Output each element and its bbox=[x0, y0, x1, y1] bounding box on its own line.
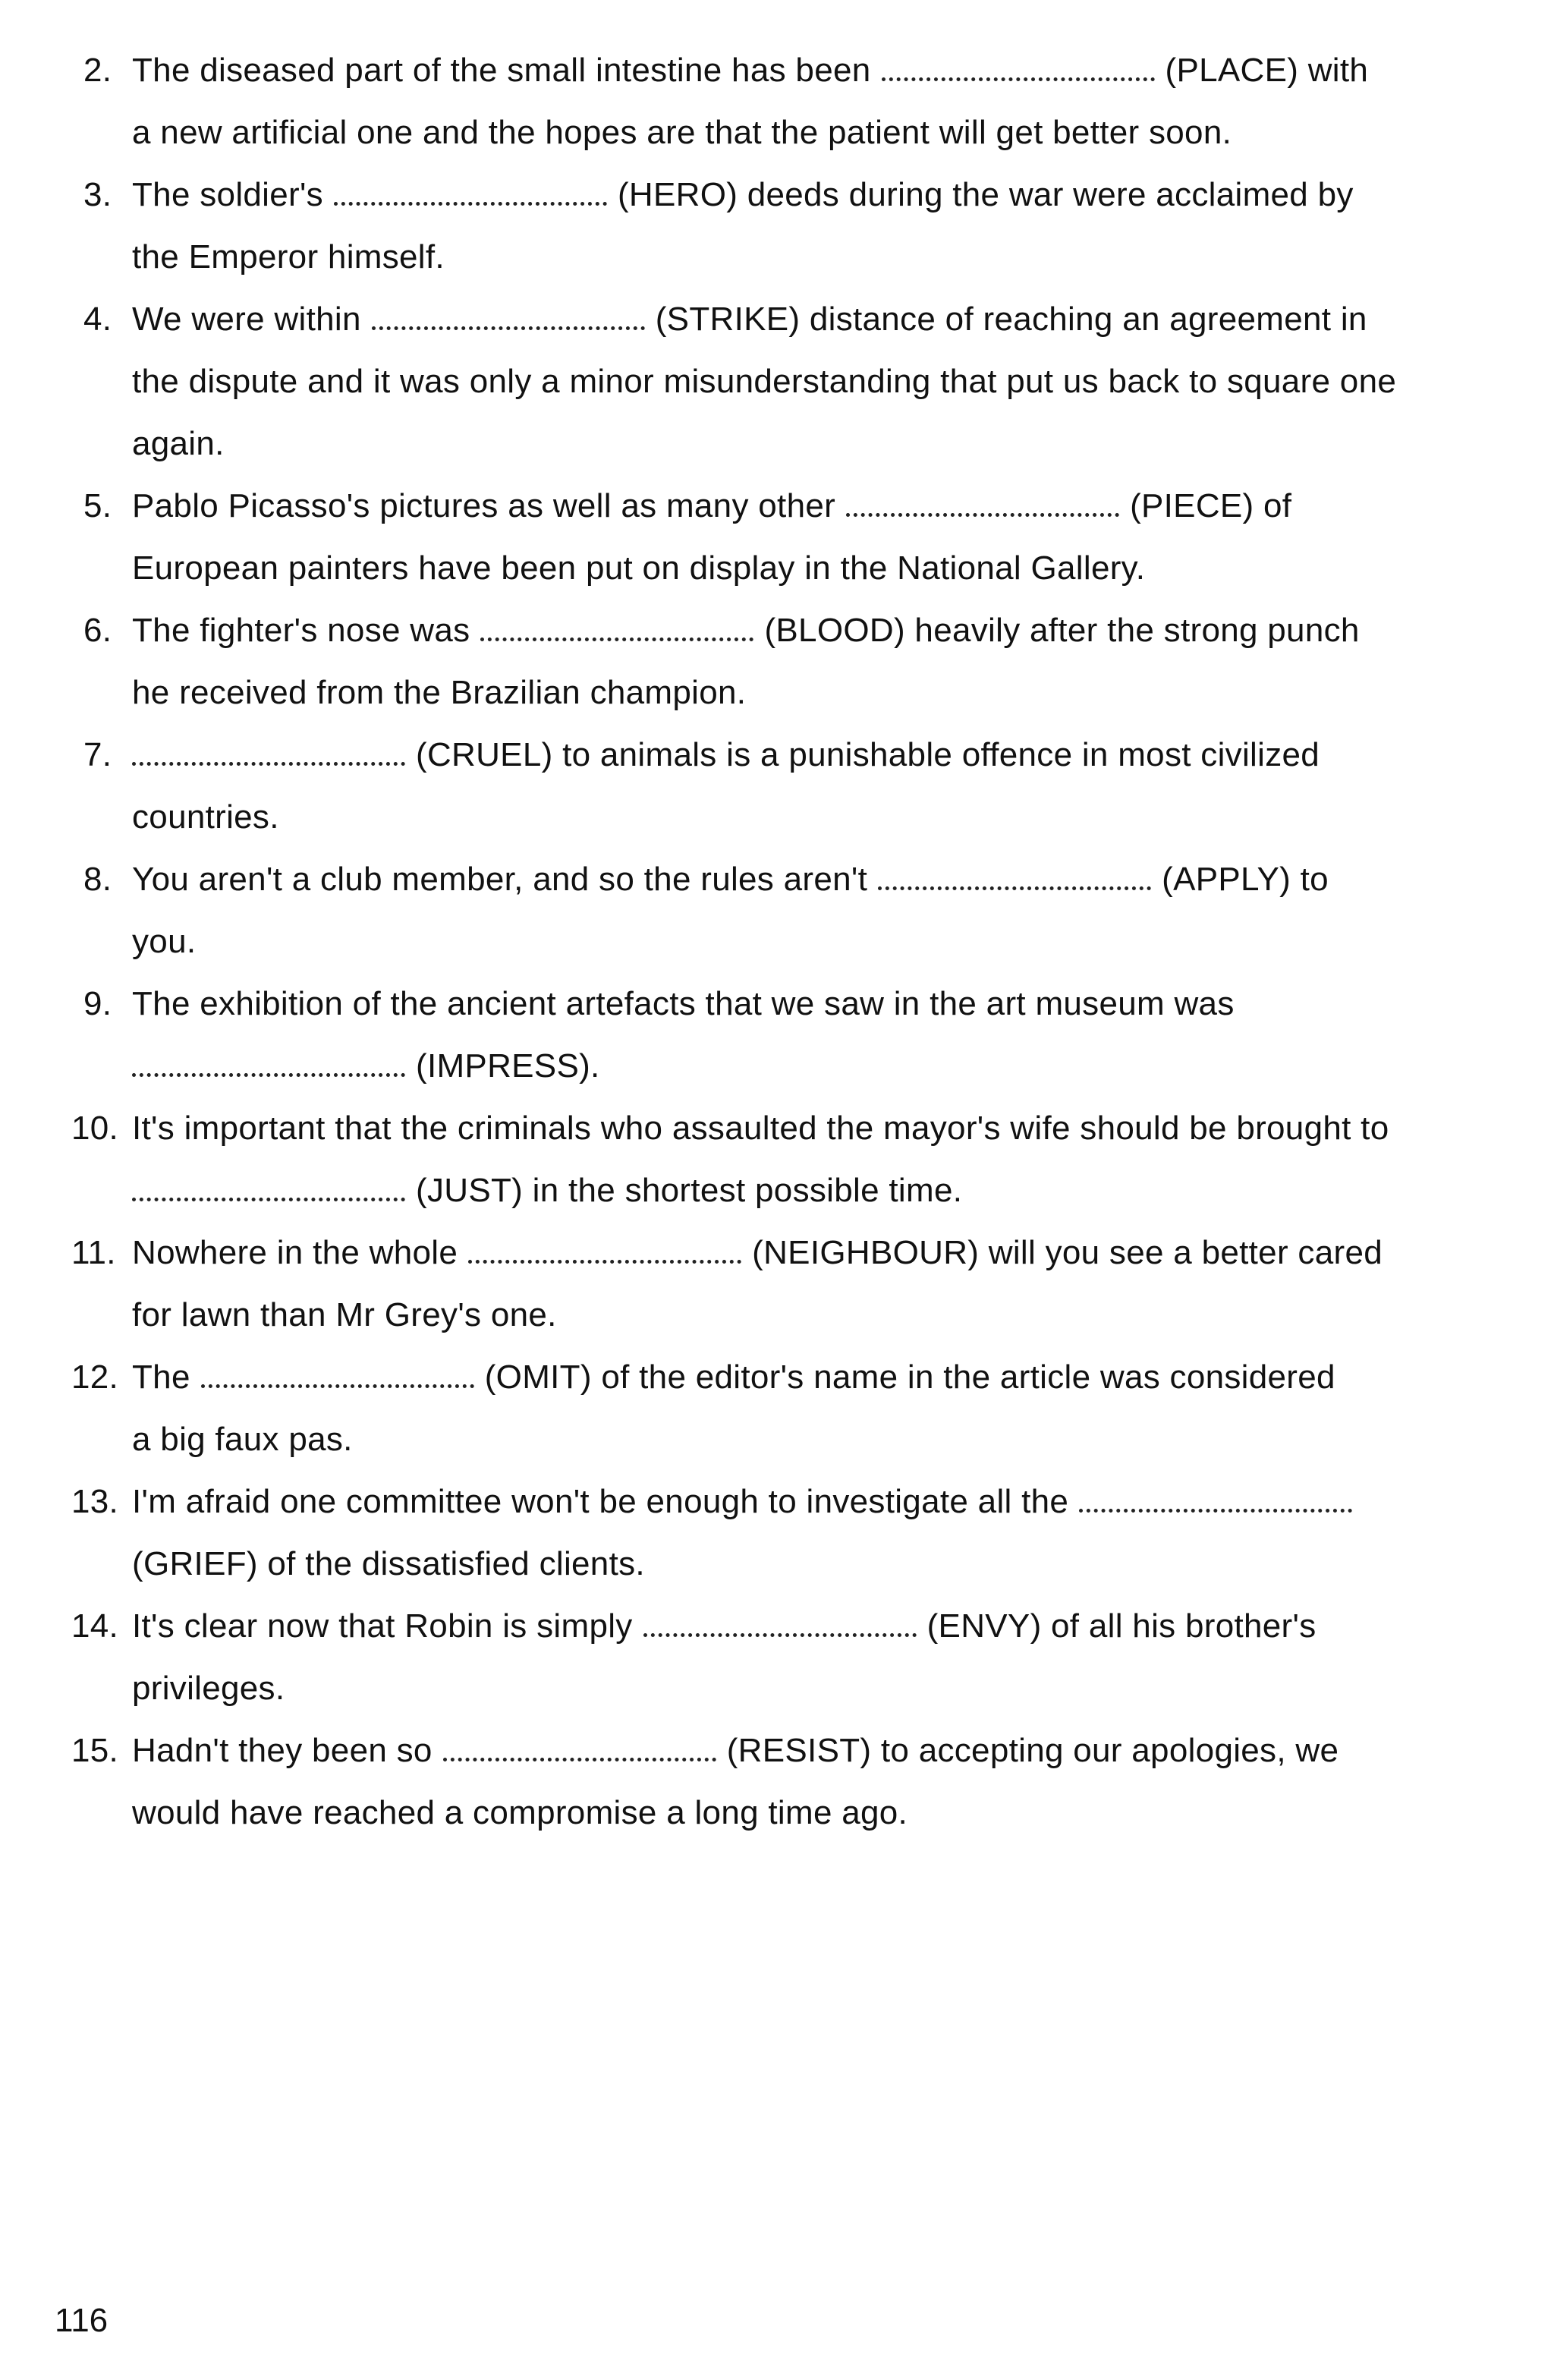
exercise-item-13 bbox=[71, 1471, 1495, 1595]
item-line: a big faux pas. bbox=[132, 1421, 353, 1458]
item-line bbox=[132, 1595, 1495, 1658]
item-number: 14. bbox=[71, 1607, 119, 1645]
answer-blank[interactable] bbox=[372, 304, 645, 330]
item-line: for lawn than Mr Grey's one. bbox=[132, 1296, 557, 1333]
item-line: privileges. bbox=[132, 1670, 285, 1707]
answer-blank[interactable] bbox=[846, 490, 1119, 517]
item-text: (HERO) deeds during the war were acclaimed by bbox=[617, 176, 1354, 213]
item-line bbox=[132, 1346, 1495, 1409]
answer-blank[interactable] bbox=[882, 55, 1155, 81]
item-text: You aren't a club member, and so the rules aren't bbox=[132, 861, 868, 898]
item-line: a new artificial one and the hopes are that the patient will get better soon. bbox=[132, 114, 1232, 151]
item-line: would have reached a compromise a long time ago. bbox=[132, 1794, 908, 1831]
item-line bbox=[132, 39, 1495, 102]
item-number: 4. bbox=[83, 301, 112, 338]
exercise-item-9 bbox=[83, 973, 1495, 1097]
item-line: the dispute and it was only a minor misunderstanding that put us back to square one bbox=[132, 363, 1397, 400]
answer-blank[interactable] bbox=[334, 179, 607, 206]
item-line bbox=[132, 1720, 1495, 1782]
item-text: (NEIGHBOUR) will you see a better cared bbox=[752, 1234, 1383, 1271]
item-line bbox=[132, 1471, 1495, 1533]
answer-blank[interactable] bbox=[443, 1735, 716, 1761]
item-number: 13. bbox=[71, 1483, 119, 1520]
exercise-item-7 bbox=[83, 724, 1495, 848]
answer-blank[interactable] bbox=[132, 1050, 405, 1077]
item-number: 6. bbox=[83, 612, 112, 649]
item-text: I'm afraid one committee won't be enough to investigate all the bbox=[132, 1483, 1069, 1520]
item-text: We were within bbox=[132, 301, 361, 338]
item-line bbox=[132, 164, 1495, 226]
item-line: (GRIEF) of the dissatisfied clients. bbox=[132, 1545, 645, 1582]
item-number: 2. bbox=[83, 52, 112, 89]
item-text: Hadn't they been so bbox=[132, 1732, 433, 1769]
item-text: (ENVY) of all his brother's bbox=[926, 1607, 1316, 1645]
answer-blank[interactable] bbox=[468, 1237, 741, 1264]
item-text: The fighter's nose was bbox=[132, 612, 470, 649]
exercise-item-3 bbox=[83, 164, 1495, 288]
item-line bbox=[132, 1035, 1495, 1097]
exercise-item-12 bbox=[71, 1346, 1495, 1471]
item-line bbox=[132, 600, 1495, 662]
answer-blank[interactable] bbox=[480, 615, 753, 641]
item-number: 7. bbox=[83, 736, 112, 773]
item-text: The diseased part of the small intestine has been bbox=[132, 52, 871, 89]
item-line: you. bbox=[132, 923, 197, 960]
item-line bbox=[132, 724, 1495, 786]
item-number: 12. bbox=[71, 1358, 119, 1396]
item-line: again. bbox=[132, 425, 225, 462]
exercise-item-8 bbox=[83, 848, 1495, 973]
exercise-item-6 bbox=[83, 600, 1495, 724]
item-number: 5. bbox=[83, 487, 112, 524]
item-text: (APPLY) to bbox=[1162, 861, 1329, 898]
item-text: (JUST) in the shortest possible time. bbox=[416, 1172, 963, 1209]
page-number: 116 bbox=[55, 2302, 109, 2339]
answer-blank[interactable] bbox=[1079, 1486, 1352, 1513]
item-text: Nowhere in the whole bbox=[132, 1234, 458, 1271]
item-line bbox=[132, 288, 1495, 351]
exercise-item-5 bbox=[83, 475, 1495, 600]
item-line bbox=[132, 848, 1495, 911]
item-text: It's clear now that Robin is simply bbox=[132, 1607, 633, 1645]
exercise-item-15 bbox=[71, 1720, 1495, 1844]
exercise-item-2 bbox=[83, 39, 1495, 164]
exercise-item-4 bbox=[83, 288, 1495, 475]
item-text: (PLACE) with bbox=[1165, 52, 1369, 89]
answer-blank[interactable] bbox=[878, 864, 1151, 890]
item-number: 15. bbox=[71, 1732, 119, 1769]
item-text: (OMIT) of the editor's name in the article was considered bbox=[484, 1358, 1335, 1396]
item-number: 3. bbox=[83, 176, 112, 213]
item-line: the Emperor himself. bbox=[132, 238, 445, 275]
exercise-item-10 bbox=[71, 1097, 1495, 1222]
item-line: he received from the Brazilian champion. bbox=[132, 674, 747, 711]
exercise-item-14 bbox=[71, 1595, 1495, 1720]
item-text: The soldier's bbox=[132, 176, 323, 213]
item-text: (CRUEL) to animals is a punishable offence in most civilized bbox=[416, 736, 1320, 773]
item-text: (RESIST) to accepting our apologies, we bbox=[726, 1732, 1339, 1769]
item-line: countries. bbox=[132, 798, 279, 836]
item-line: It's important that the criminals who assaulted the mayor's wife should be brought to bbox=[132, 1110, 1389, 1147]
item-number: 9. bbox=[83, 985, 112, 1022]
item-line: The exhibition of the ancient artefacts that we saw in the art museum was bbox=[132, 985, 1235, 1022]
exercise-list bbox=[71, 39, 1495, 1844]
item-text: The bbox=[132, 1358, 190, 1396]
item-text: Pablo Picasso's pictures as well as many other bbox=[132, 487, 836, 524]
answer-blank[interactable] bbox=[132, 1175, 405, 1201]
item-line bbox=[132, 1222, 1495, 1284]
item-text: (PIECE) of bbox=[1130, 487, 1292, 524]
item-number: 11. bbox=[71, 1234, 116, 1271]
item-number: 10. bbox=[71, 1110, 119, 1147]
item-text: (IMPRESS). bbox=[416, 1047, 600, 1085]
answer-blank[interactable] bbox=[201, 1362, 474, 1388]
exercise-item-11 bbox=[71, 1222, 1495, 1346]
answer-blank[interactable] bbox=[643, 1610, 917, 1637]
item-text: (STRIKE) distance of reaching an agreement in bbox=[655, 301, 1367, 338]
item-text: (BLOOD) heavily after the strong punch bbox=[764, 612, 1360, 649]
item-number: 8. bbox=[83, 861, 112, 898]
item-line bbox=[132, 475, 1495, 537]
item-line bbox=[132, 1160, 1495, 1222]
answer-blank[interactable] bbox=[132, 739, 405, 766]
item-line: European painters have been put on display in the National Gallery. bbox=[132, 549, 1146, 587]
